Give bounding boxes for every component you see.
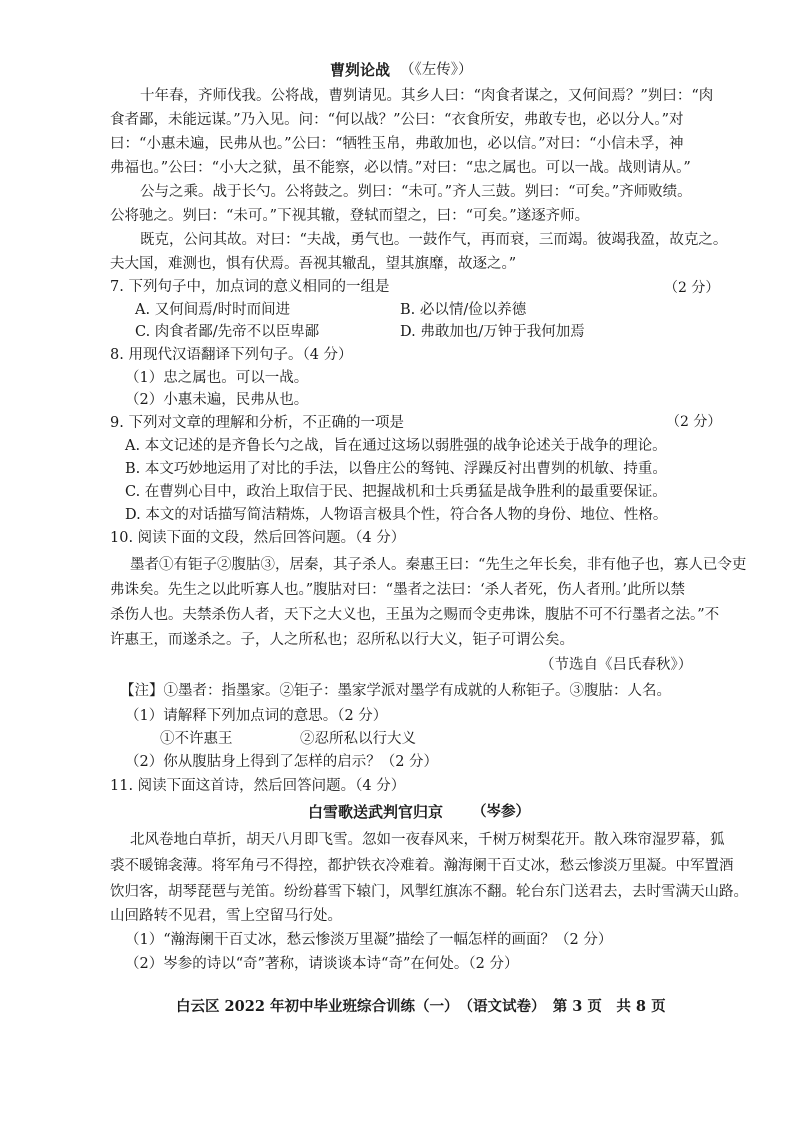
question-8-sentence-1: （1）忠之属也。可以一战。 (125, 370, 309, 386)
question-7-option-a: A. 又何间焉/时时而间进 (135, 302, 291, 318)
question-7-option-d: D. 弗敢加也/万钟于我何加焉 (400, 324, 585, 340)
question-9-option-c: C. 在曹刿心目中，政治上取信于民、把握战机和士兵勇猛是战争胜利的最重要保证。 (125, 484, 667, 500)
passage-line: 曰：“小惠未遍，民弗从也。”公曰：“牺牲玉帛，弗敢加也，必以信。”对曰：“小信未孚，神 (110, 136, 684, 152)
q10-sub-1-item-a: ①不许惠王 (160, 731, 233, 747)
passage-line: 既克，公问其故。对曰：“夫战，勇气也。一鼓作气，再而衰，三而竭。彼竭我盈，故克之。 (140, 232, 728, 248)
question-9-score: （2 分） (666, 414, 722, 430)
question-9-option-d: D. 本文的对话描写简洁精炼，人物语言极具个性，符合各人物的身份、地位、性格。 (125, 507, 668, 523)
poem-line: 裘不暖锦衾薄。将军角弓不得控，都护铁衣冷难着。瀚海阑干百丈冰，愁云惨淡万里凝。中军置酒 (110, 858, 734, 874)
poem-author: （岑参） (472, 803, 530, 820)
question-8-stem: 8. 用现代汉语翻译下列句子。（4 分） (110, 347, 353, 363)
q11-sub-1: （1）“瀚海阑干百丈冰，愁云惨淡万里凝”描绘了一幅怎样的画面？（2 分） (125, 932, 613, 948)
question-7-option-c: C. 肉食者鄙/先帝不以臣卑鄙 (135, 324, 320, 340)
passage-line: 弗福也。”公曰：“小大之狱，虽不能察，必以情。”对曰：“忠之属也。可以一战。战则请从。” (110, 160, 691, 176)
passage-line: 夫大国，难测也，惧有伏焉。吾视其辙乱，望其旗靡，故逐之。” (110, 256, 517, 272)
question-7-option-b: B. 必以情/俭以养德 (400, 302, 527, 318)
poem-line: 山回路转不见君，雪上空留马行处。 (110, 908, 342, 924)
q10-passage-line: 杀伤人也。夫禁杀伤人者，天下之大义也，王虽为之赐而令吏弗诛，腹𦙶不可不行墨者之法。”不 (110, 607, 720, 623)
passage-title: 曹刿论战 (330, 61, 391, 79)
passage-line: 公将驰之。刿曰：“未可。”下视其辙，登轼而望之，曰：“可矣。”遂逐齐师。 (110, 208, 590, 224)
q11-sub-2: （2）岑参的诗以“奇”著称，请谈谈本诗“奇”在何处。（2 分） (125, 956, 519, 972)
question-11-stem: 11. 阅读下面这首诗，然后回答问题。（4 分） (110, 778, 406, 794)
q10-source: （节选自《吕氏春秋》） (540, 657, 693, 673)
question-7-stem: 7. 下列句子中，加点词的意义相同的一组是 (110, 279, 390, 295)
page-footer: 白云区 2022 年初中毕业班综合训练（一） （语文试卷） 第 3 页 共 8 页 (176, 998, 666, 1015)
question-9-stem: 9. 下列对文章的理解和分析，不正确的一项是 (110, 415, 404, 431)
q10-passage-line: 弗诛矣。先生之以此听寡人也。”腹𦙶对曰：“墨者之法曰：‘杀人者死，伤人者刑。’此所以禁 (110, 582, 686, 598)
passage-source: （《左传》） (400, 62, 473, 78)
question-8-sentence-2: （2）小惠未遍，民弗从也。 (125, 392, 309, 408)
q10-passage-line: 墨者①有钜子②腹𦙶③，居秦，其子杀人。秦惠王曰：“先生之年长矣，非有他子也，寡人已令吏 (130, 557, 747, 573)
poem-title: 白雪歌送武判官归京 (308, 803, 444, 821)
q10-note: 【注】①墨者：指墨家。②钜子：墨家学派对墨学有成就的人称钜子。③腹𦙶：人名。 (120, 683, 671, 699)
question-9-option-a: A. 本文记述的是齐鲁长勺之战，旨在通过这场以弱胜强的战争论述关于战争的理论。 (125, 438, 667, 454)
q10-passage-line: 许惠王，而遂杀之。子，人之所私也；忍所私以行大义，钜子可谓公矣。 (110, 632, 574, 648)
q10-sub-1: （1）请解释下列加点词的意思。（2 分） (125, 708, 388, 724)
passage-line: 十年春，齐师伐我。公将战，曹刿请见。其乡人曰：“肉食者谋之，又何间焉？”刿曰：“肉 (140, 88, 714, 104)
passage-line: 公与之乘。战于长勺。公将鼓之。刿曰：“未可。”齐人三鼓。刿曰：“可矣。”齐师败绩。 (140, 184, 692, 200)
q10-sub-1-item-b: ②忍所私以行大义 (300, 731, 416, 747)
question-9-option-b: B. 本文巧妙地运用了对比的手法，以鲁庄公的驽钝、浮躁反衬出曹刿的机敏、持重。 (125, 461, 667, 477)
question-7-score: （2 分） (664, 280, 720, 296)
q10-sub-2: （2）你从腹𦙶身上得到了怎样的启示？（2 分） (125, 754, 439, 770)
passage-line: 食者鄙，未能远谋。”乃入见。问：“何以战？”公曰：“衣食所安，弗敢专也，必以分人。”对 (110, 112, 684, 128)
question-10-stem: 10. 阅读下面的文段，然后回答问题。（4 分） (110, 530, 406, 546)
poem-line: 饮归客，胡琴琵琶与羌笛。纷纷暮雪下辕门，风掣红旗冻不翻。轮台东门送君去，去时雪满天山路。 (110, 884, 748, 900)
poem-line: 北风卷地白草折，胡天八月即飞雪。忽如一夜春风来，千树万树梨花开。散入珠帘湿罗幕，狐 (130, 832, 725, 848)
